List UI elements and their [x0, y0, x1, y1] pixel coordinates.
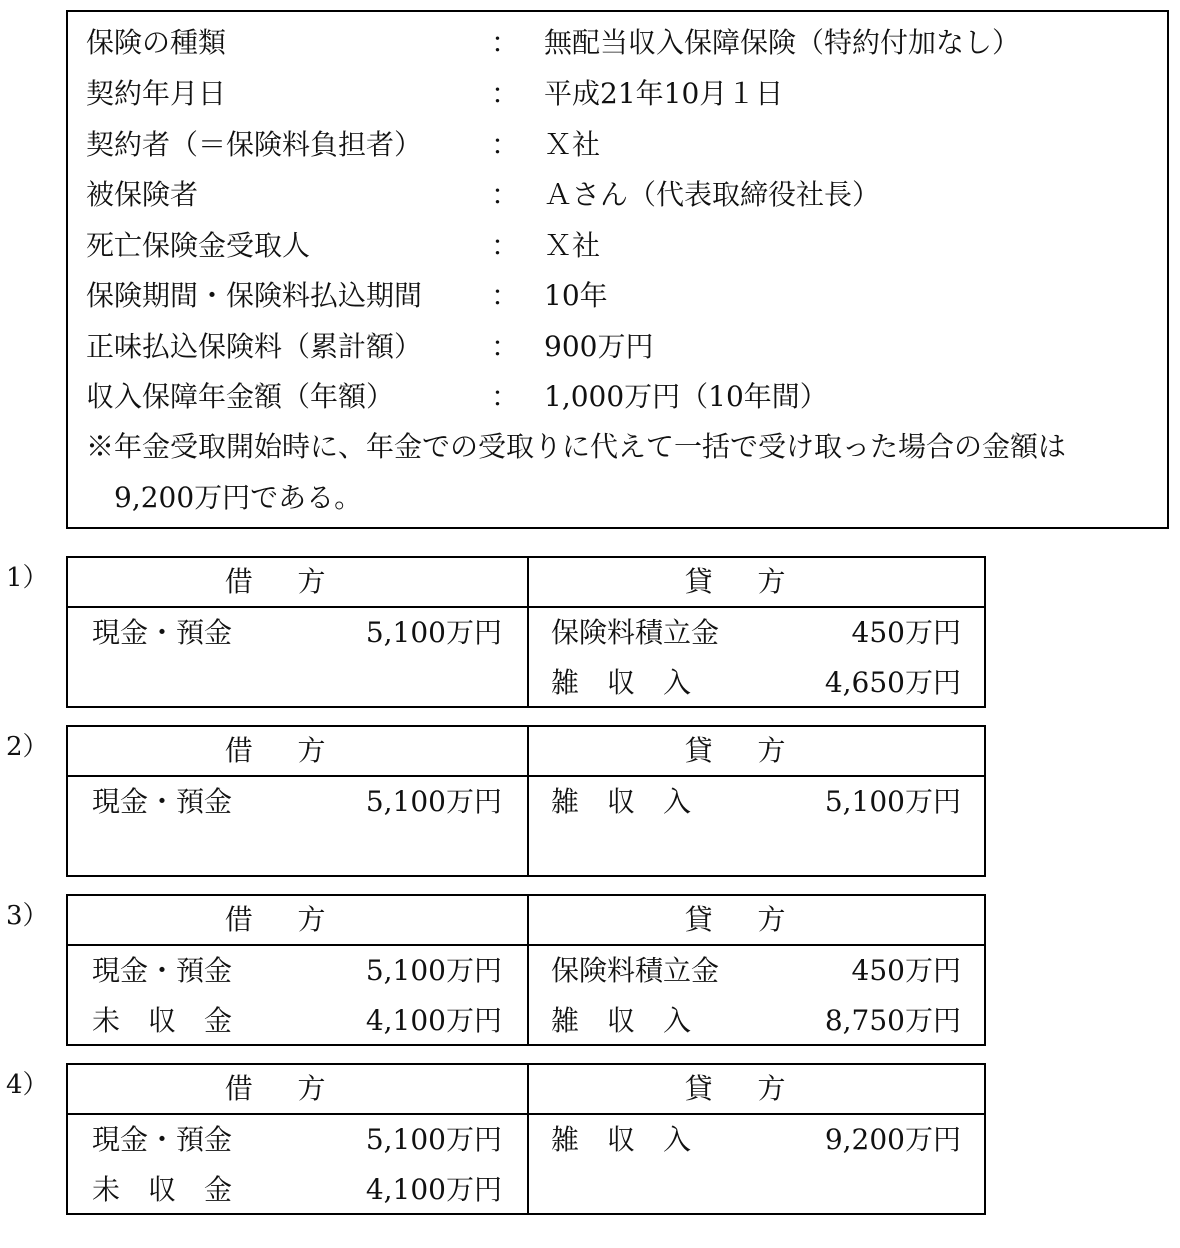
- amount: 5,100万円: [365, 954, 502, 987]
- credit-entry: [551, 658, 961, 708]
- condition-value: Ｘ社: [544, 128, 601, 161]
- account-name: 現金・預金: [92, 785, 233, 818]
- condition-separator: ：: [491, 380, 520, 413]
- condition-label: 収入保障年金額（年額）: [86, 380, 395, 413]
- option-3-journal-table[interactable]: [66, 894, 986, 1046]
- account-name: 雑 収 入: [551, 1004, 692, 1037]
- account-name: 雑 収 入: [551, 666, 692, 699]
- condition-separator: ：: [491, 279, 520, 312]
- option-1-label[interactable]: 1）: [6, 563, 49, 593]
- account-name: 雑 収 入: [551, 785, 692, 818]
- debit-header: 借方: [224, 734, 371, 767]
- account-name: 現金・預金: [92, 616, 233, 649]
- amount: 5,100万円: [365, 785, 502, 818]
- note-line-1: ※年金受取開始時に、年金での受取りに代えて一括で受け取った場合の金額は: [86, 430, 1067, 463]
- option-4-journal-table[interactable]: [66, 1063, 986, 1215]
- credit-header: 貸方: [684, 1072, 831, 1105]
- policy-conditions-box: [66, 10, 1169, 529]
- account-name: 保険料積立金: [551, 616, 720, 649]
- condition-separator: ：: [491, 178, 520, 211]
- debit-entry: [92, 777, 502, 827]
- credit-header: 貸方: [684, 903, 831, 936]
- debit-entry: [92, 946, 502, 996]
- credit-entry: [551, 996, 961, 1046]
- condition-separator: ：: [491, 77, 520, 110]
- amount: 4,100万円: [365, 1173, 502, 1206]
- debit-entry: [92, 608, 502, 658]
- condition-label: 保険の種類: [86, 26, 227, 59]
- account-name: 保険料積立金: [551, 954, 720, 987]
- condition-separator: ：: [491, 128, 520, 161]
- condition-value: Ｘ社: [544, 229, 601, 262]
- option-2-label[interactable]: 2）: [6, 732, 49, 762]
- debit-header: 借方: [224, 1072, 371, 1105]
- credit-header: 貸方: [684, 565, 831, 598]
- condition-label: 被保険者: [86, 178, 199, 211]
- condition-separator: ：: [491, 229, 520, 262]
- note-line-2: 9,200万円である。: [114, 481, 363, 514]
- account-name: 現金・預金: [92, 1123, 233, 1156]
- credit-entry: [551, 946, 961, 996]
- account-name: 未 収 金: [92, 1173, 233, 1206]
- condition-label: 保険期間・保険料払込期間: [86, 279, 423, 312]
- option-3-label[interactable]: 3）: [6, 901, 49, 931]
- condition-value: 平成21年10月１日: [544, 77, 784, 110]
- option-1-journal-table[interactable]: [66, 556, 986, 708]
- credit-entry: [551, 1115, 961, 1165]
- condition-separator: ：: [491, 26, 520, 59]
- condition-label: 正味払込保険料（累計額）: [86, 330, 423, 363]
- condition-value: 1,000万円（10年間）: [544, 380, 828, 413]
- debit-entry: [92, 1115, 502, 1165]
- debit-header: 借方: [224, 565, 371, 598]
- amount: 450万円: [851, 954, 961, 987]
- amount: 5,100万円: [365, 616, 502, 649]
- option-2-journal-table[interactable]: [66, 725, 986, 877]
- amount: 450万円: [851, 616, 961, 649]
- credit-header: 貸方: [684, 734, 831, 767]
- amount: 5,100万円: [824, 785, 961, 818]
- amount: 9,200万円: [824, 1123, 961, 1156]
- amount: 8,750万円: [824, 1004, 961, 1037]
- condition-label: 契約者（＝保険料負担者）: [86, 128, 423, 161]
- condition-value: 10年: [544, 279, 608, 312]
- credit-entry: [551, 608, 961, 658]
- debit-entry: [92, 996, 502, 1046]
- debit-header: 借方: [224, 903, 371, 936]
- amount: 5,100万円: [365, 1123, 502, 1156]
- condition-label: 死亡保険金受取人: [86, 229, 311, 262]
- condition-value: 無配当収入保障保険（特約付加なし）: [544, 26, 1021, 59]
- condition-label: 契約年月日: [86, 77, 227, 110]
- account-name: 雑 収 入: [551, 1123, 692, 1156]
- option-4-label[interactable]: 4）: [6, 1070, 49, 1100]
- condition-value: Ａさん（代表取締役社長）: [544, 178, 881, 211]
- debit-entry: [92, 1165, 502, 1215]
- amount: 4,100万円: [365, 1004, 502, 1037]
- condition-value: 900万円: [544, 330, 654, 363]
- credit-entry: [551, 777, 961, 827]
- account-name: 未 収 金: [92, 1004, 233, 1037]
- amount: 4,650万円: [824, 666, 961, 699]
- account-name: 現金・預金: [92, 954, 233, 987]
- condition-separator: ：: [491, 330, 520, 363]
